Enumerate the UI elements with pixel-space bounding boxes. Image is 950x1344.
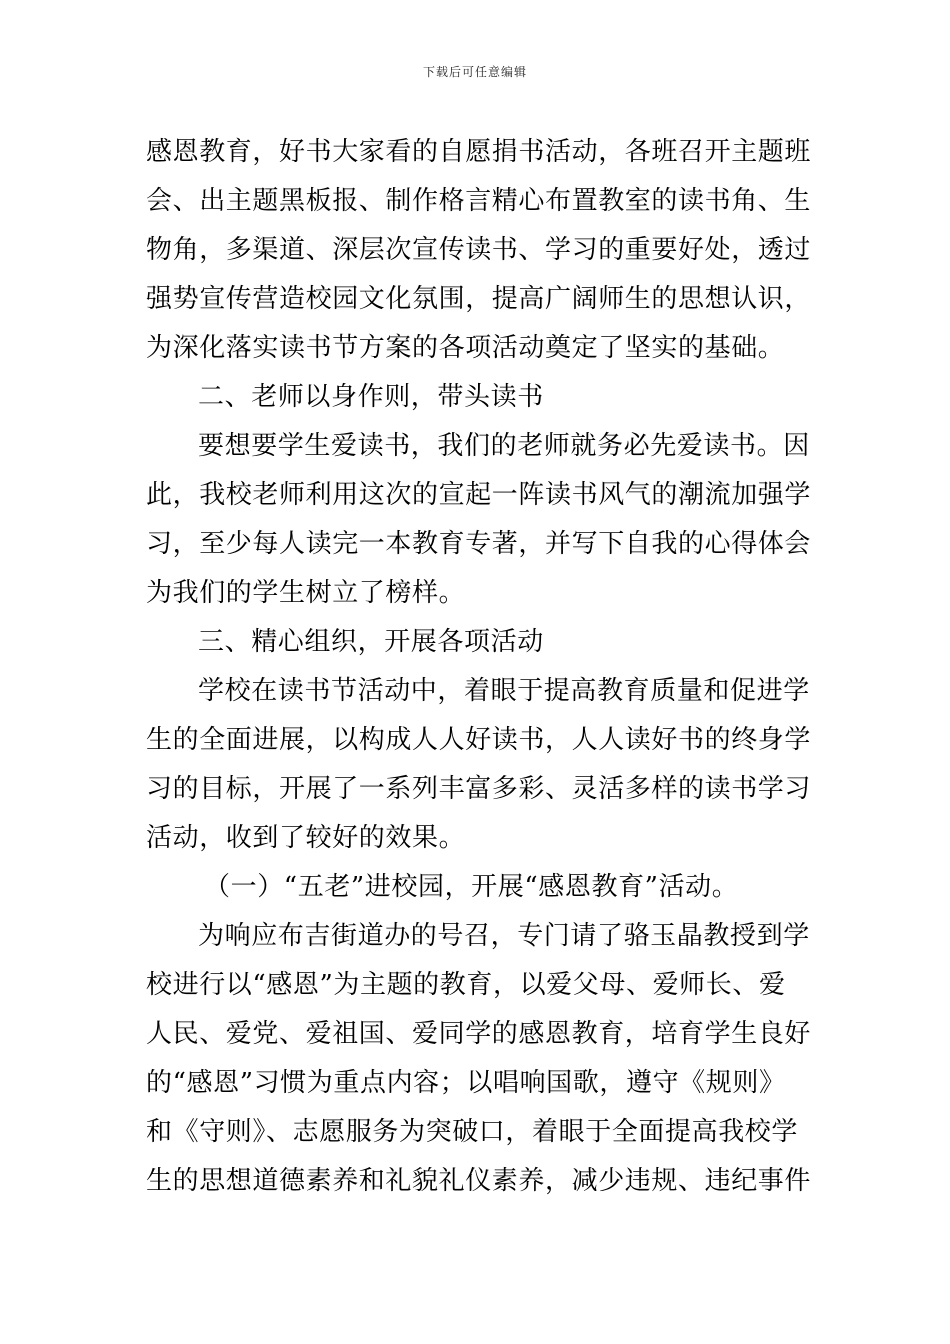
document-body	[146, 128, 812, 1206]
text-line: 生的思想道德素养和礼貌礼仪素养，减少违规、违纪事件	[146, 1166, 812, 1196]
text-line: 生的全面进展，以构成人人好读书，人人读好书的终身学	[146, 725, 812, 755]
text-line: 会、出主题黑板报、制作格言精心布置教室的读书角、生	[146, 186, 812, 216]
text-line: 感恩教育，好书大家看的自愿捐书活动，各班召开主题班	[146, 137, 812, 167]
text-line: 活动，收到了较好的效果。	[146, 823, 466, 853]
text-line: 习，至少每人读完一本教育专著，并写下自我的心得体会	[146, 529, 812, 559]
text-line: 要想要学生爱读书，我们的老师就务必先爱读书。因	[198, 431, 810, 461]
text-line: 学校在读书节活动中，着眼于提高教育质量和促进学	[198, 676, 810, 706]
text-line: 习的目标，开展了一系列丰富多彩、灵活多样的读书学习	[146, 774, 812, 804]
text-line: 此，我校老师利用这次的宣起一阵读书风气的潮流加强学	[146, 480, 812, 510]
section-heading-2: 二、老师以身作则，带头读书	[198, 382, 544, 412]
text-line: 为深化落实读书节方案的各项活动奠定了坚实的基础。	[146, 333, 785, 363]
page-header: 下载后可任意编辑	[422, 65, 527, 79]
text-line: 校进行以“感恩”为主题的教育，以爱父母、爱师长、爱	[146, 970, 786, 1000]
text-line: 人民、爱党、爱祖国、爱同学的感恩教育，培育学生良好	[146, 1019, 812, 1049]
section-heading-3: 三、精心组织，开展各项活动	[198, 627, 544, 657]
text-line: 的“感恩”习惯为重点内容；以唱响国歌，遵守《规则》	[146, 1068, 786, 1098]
text-line: 为响应布吉街道办的号召，专门请了骆玉晶教授到学	[198, 921, 810, 951]
text-line: 强势宣传营造校园文化氛围，提高广阔师生的思想认识，	[146, 284, 812, 314]
text-line: 和《守则》、志愿服务为突破口，着眼于全面提高我校学	[146, 1117, 799, 1147]
text-line: 物角，多渠道、深层次宣传读书、学习的重要好处，透过	[146, 235, 812, 265]
subsection-heading-1: （一）“五老”进校园，开展“感恩教育”活动。	[204, 872, 739, 902]
text-line: 为我们的学生树立了榜样。	[146, 578, 466, 608]
